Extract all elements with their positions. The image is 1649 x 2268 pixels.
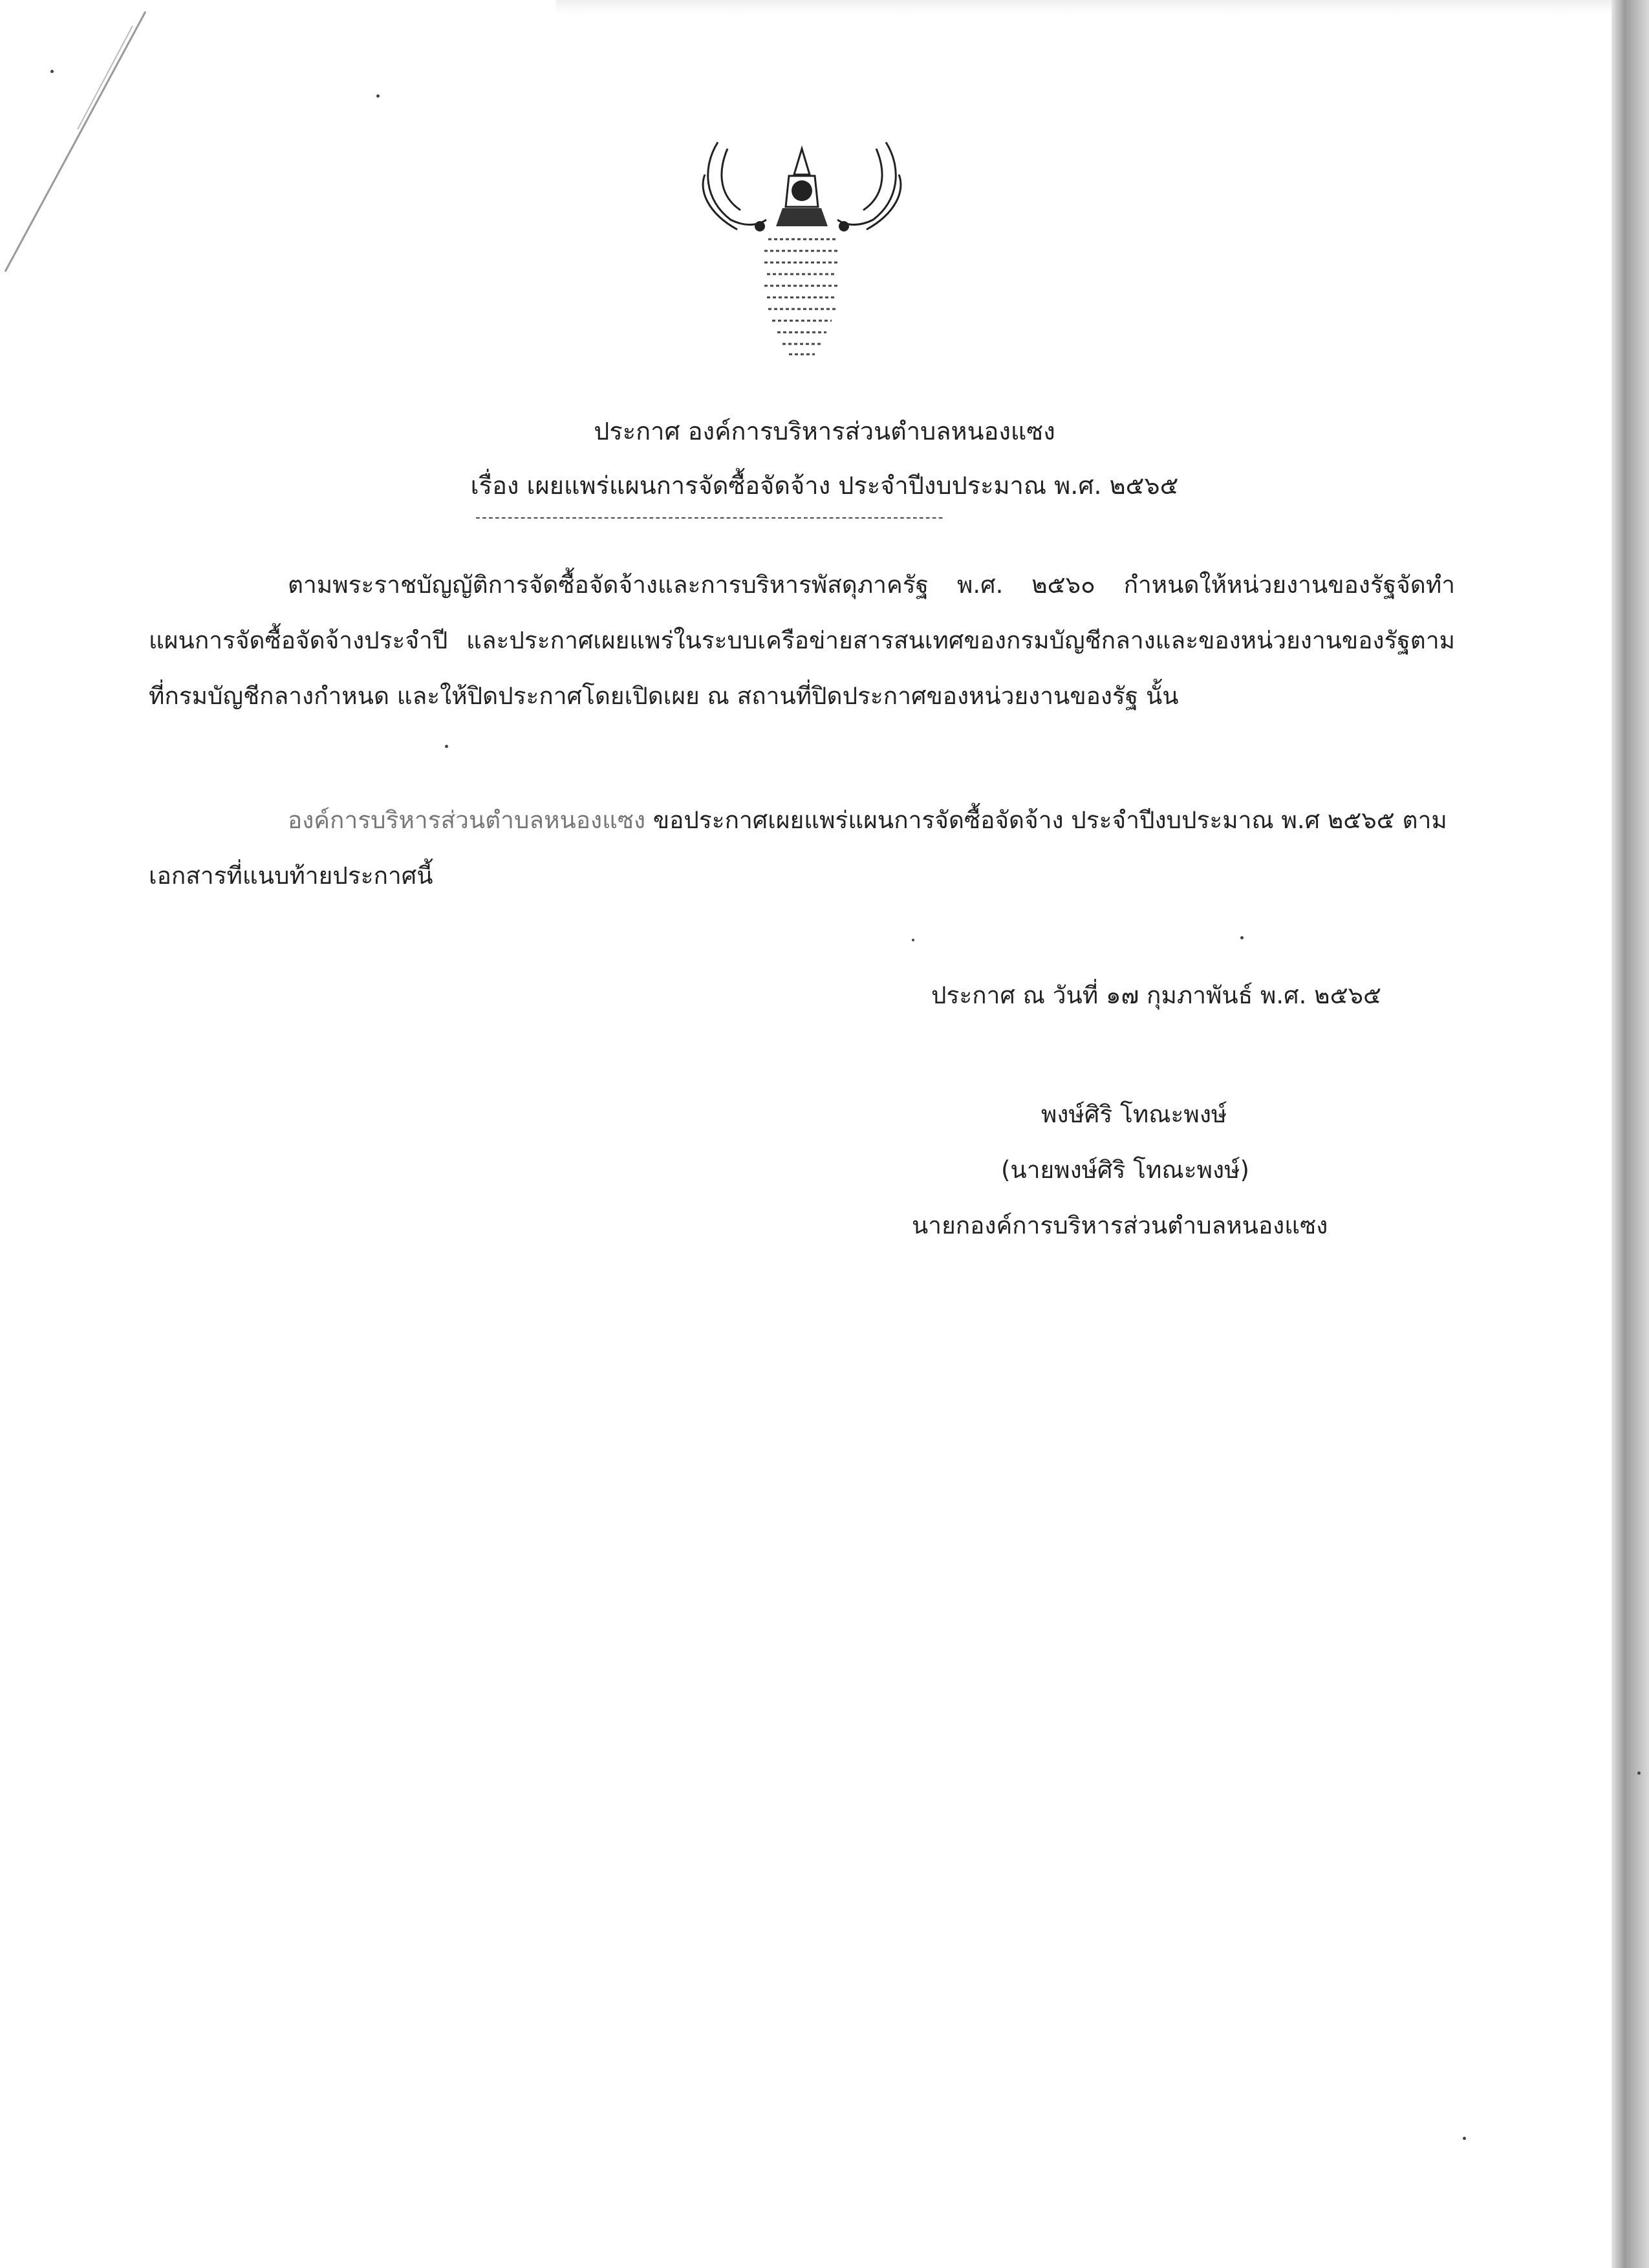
title-divider: ------------------------------------------------------------------------- [475,509,945,522]
signature-name: พงษ์ศิริ โทณะพงษ์ [1041,1100,1227,1128]
signatory-full-name: (นายพงษ์ศิริ โทณะพงษ์) [1001,1156,1249,1184]
scan-speck [445,745,448,748]
paragraph-2-rest: ขอประกาศเผยแพร่แผนการจัดซื้อจัดจ้าง ประจำปีงบประมาณ พ.ศ ๒๕๖๕ ตามเอกสารที่แนบท้ายประกาศนี้ [149,806,1447,890]
announcement-subject: เรื่อง เผยแพร่แผนการจัดซื้อจัดจ้าง ประจำปีงบประมาณ พ.ศ. ๒๕๖๕ [470,471,1179,500]
garuda-emblem-icon [692,129,912,362]
scan-speck [1240,936,1244,939]
announcement-title: ประกาศ องค์การบริหารส่วนตำบลหนองแซง [594,417,1055,445]
paper-crease [0,0,168,284]
body-paragraph-1: ตามพระราชบัญญัติการจัดซื้อจัดจ้างและการบริหารพัสดุภาครัฐ พ.ศ. ๒๕๖๐ กำหนดให้หน่วยงานของรัฐจัดทำแผนการจัดซื้อจัดจ้างประจำปี และประกาศเผยแพร่ในระบบเครือข่ายสารสนเทศของกรมบัญชีกลางและของหน่วยงานของรัฐตามที่กรมบัญชีกลางกำหนด และให้ปิดประกาศโดยเปิดเผย ณ สถานที่ปิดประกาศของหน่วยงานของรัฐ นั้น [149,571,1455,710]
scan-speck [1637,1771,1641,1775]
scan-speck [912,939,914,941]
scan-shadow-right [1611,0,1649,2268]
scan-speck [50,70,54,73]
scan-speck [1463,2137,1466,2140]
scan-speck [376,94,380,98]
body-paragraph-2 [149,793,1455,904]
signatory-position: นายกองค์การบริหารส่วนตำบลหนองแซง [912,1212,1328,1239]
scan-shadow-top [556,0,1617,14]
announcement-date: ประกาศ ณ วันที่ ๑๗ กุมภาพันธ์ พ.ศ. ๒๕๖๕ [931,981,1382,1009]
paragraph-2-lead: องค์การบริหารส่วนตำบลหนองแซง [288,806,646,834]
